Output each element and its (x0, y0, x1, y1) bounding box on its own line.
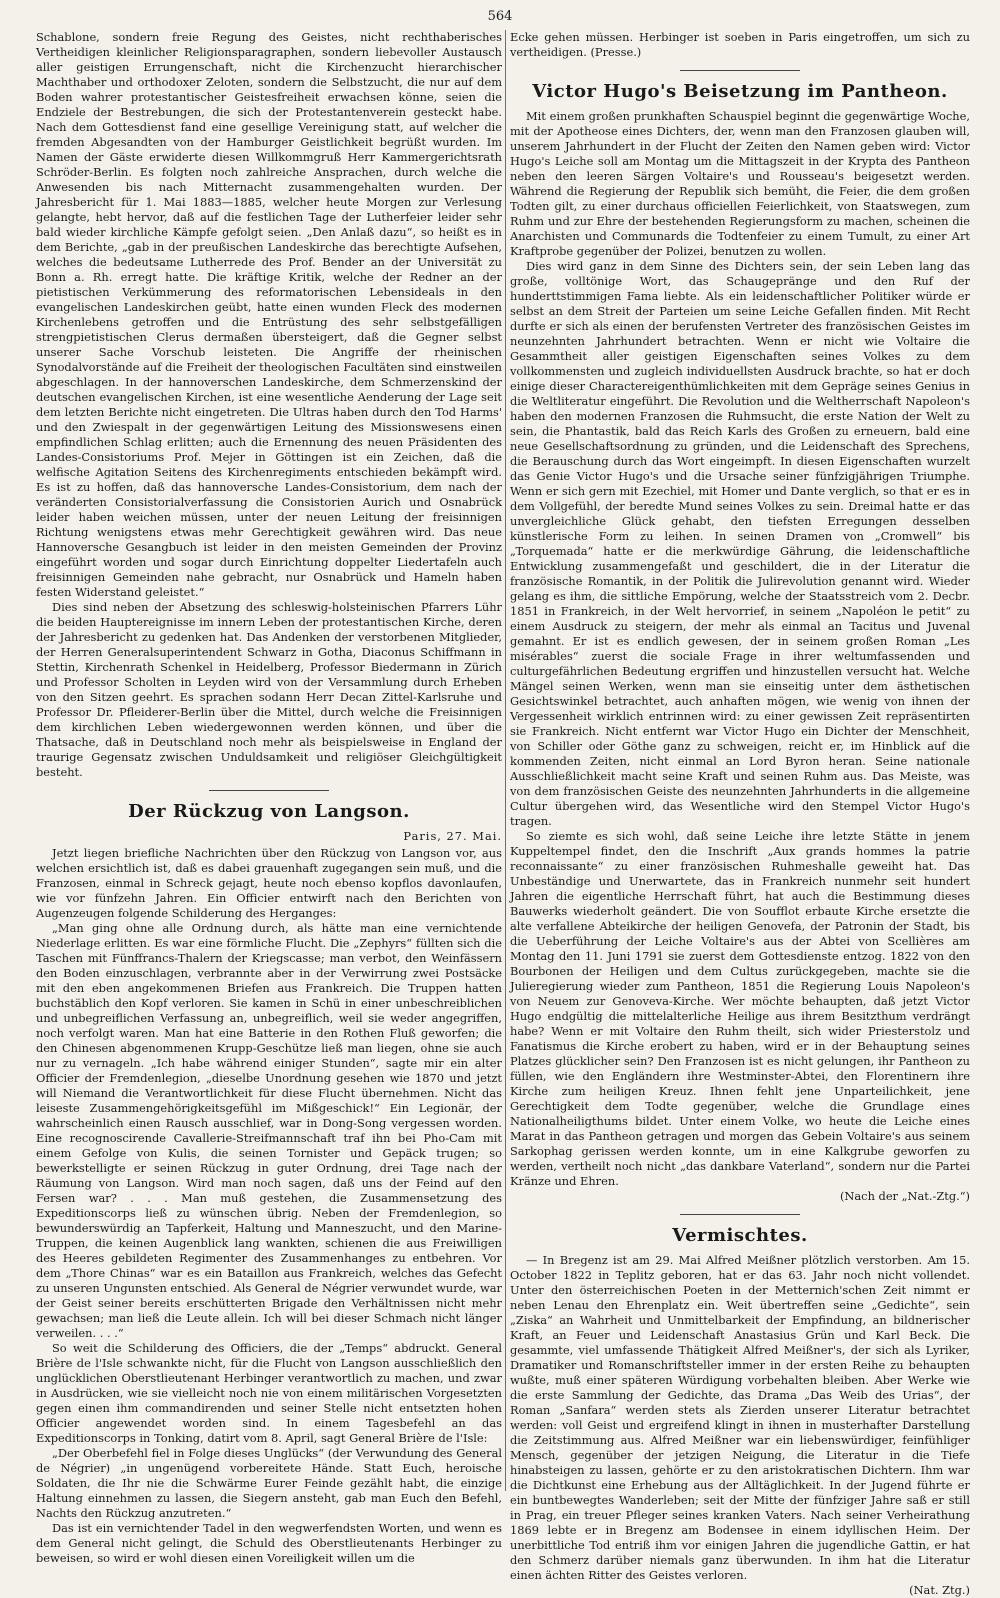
left-column (36, 30, 502, 1565)
left-intro-paragraph: Schablone, sondern freie Regung des Geistes, nicht rechthaberisches Vertheidigen kleinlicher Religionsparagraphen, sondern liebevoller Austausch aller geistigen Errungenschaft, nicht die Kirchenzucht hierarchischer Machthaber und orthodoxer Zeloten, sondern die Selbstzucht, die nur auf dem Boden wahrer protestantischer Geistesfreiheit erwachsen könne, seien die Endziele der Bestrebungen, die sich der Protestantenverein gesteckt habe. Nach dem Gottesdienst fand eine gesellige Vereinigung statt, auf welcher die fremden Abgesandten von der Hamburger Geistlichkeit begrüßt wurden. Im Namen der Gäste erwiderte diesen Willkommgruß Herr Kammergerichtsrath Schröder-Berlin. Es folgten noch zahlreiche Ansprachen, durch welche die Anwesenden bis nach Mitternacht zusammengehalten wurden. Der Jahresbericht für 1. Mai 1883—1885, welcher heute Morgen zur Verlesung gelangte, hebt hervor, daß auf die festlichen Tage der Lutherfeier leider sehr bald wieder kirchliche Kämpfe gefolgt seien. „Den Anlaß dazu“, so heißt es in dem Berichte, „gab in der preußischen Landeskirche das berechtigte Aufsehen, welches die bedeutsame Lutherrede des Prof. Bender an der Universität zu Bonn a. Rh. erregt hatte. Die kräftige Kritik, welche der Redner an der pietistischen Verkümmerung des reformatorischen Lebensideals in den evangelischen Landeskirchen geübt, hatte einen wunden Fleck des modernen Kirchenlebens getroffen und die Entrüstung des sehr selbstgefälligen strengpietistischen Clerus dermaßen übersteigert, daß die Gegner selbst unserer Sache Vorschub leisteten. Die Angriffe der rheinischen Synodalvorstände auf die Freiheit der theologischen Facultäten sind einstweilen abgeschlagen. In der hannoverschen Landeskirche, dem Schmerzenskind der deutschen evangelischen Kirchen, ist eine wesentliche Aenderung der Lage seit dem letzten Berichte nicht eingetreten. Die Ultras haben durch den Tod Harms' und den Zwiespalt in der gegenwärtigen Leitung des Missionswesens einen empfindlichen Schlag erlitten; auch die Ernennung des neuen Präsidenten des Landes-Consistoriums Prof. Mejer in Göttingen ist ein Zeichen, daß die welfische Agitation Seitens des Kirchenregiments entschieden bekämpft wird. Es ist zu hoffen, daß das hannoversche Landes-Consistorium, dem nach der veränderten Consistorialverfassung die Consistorien Aurich und Osnabrück leider haben weichen müssen, unter der neuen Leitung der freisinnigen Richtung wenigstens etwas mehr Gerechtigkeit gewähren wird. Das neue Hannoversche Gesangbuch ist leider in den meisten Gemeinden der Provinz eingeführt worden und sogar durch Einrichtung doppelter Liedertafeln auch freisinnigen Gemeinden nahe gebracht, nur Osnabrück und Hameln haben festen Widerstand geleistet.“ (36, 30, 502, 599)
hugo-paragraph-2: Dies wird ganz in dem Sinne des Dichters sein, der sein Leben lang das große, volltönige Wort, das Schaugepränge und den Ruf der hunderttstimmigen Fama liebte. Als ein leidenschaftlicher Politiker würde er selbst an dem Streit der Parteien um seine Leiche Gefallen finden. Mit Recht durfte er sich als einen der berufensten Vertreter des französischen Geistes im neunzehnten Jahrhundert betrachten. Wenn er nicht wie Voltaire die Gesammtheit aller geistigen Eigenschaften seines Volkes zu dem vollkommensten und zugleich individuellsten Ausdruck brachte, so hat er doch einige dieser Charactereigenthümlichkeiten mit dem Gepräge seines Genius in die Weltliteratur eingeführt. Die Revolution und die Weltherrschaft Napoleon's haben den modernen Franzosen die Ruhmsucht, die erste Nation der Welt zu sein, die Phantastik, bald das Reich Karls des Großen zu erneuern, bald eine neue Gesellschaftsordnung zu gründen, und die Leidenschaft des Sprechens, die Berauschung durch das Wort eingeimpft. In diesen Eigenschaften wurzelt das Genie Victor Hugo's und die Ursache seiner fünfzigjährigen Triumphe. Wenn er sich gern mit Ezechiel, mit Homer und Dante verglich, so that er es in dem Vollgefühl, der beredte Mund seines Volkes zu sein. Dreimal hatte er das unvergleichliche Glück gehabt, den tiefsten Erregungen desselben künstlerische Form zu leihen. In seinen Dramen von „Cromwell“ bis „Torquemada“ hatte er die merkwürdige Gährung, die leidenschaftliche Entwicklung zusammengefaßt und geschildert, die in der Literatur die französische Romantik, in der Politik die Julirevolution genannt wird. Wieder gelang es ihm, die sittliche Empörung, welche der Staatsstreich vom 2. Decbr. 1851 in Frankreich, in der Welt hervorrief, in seinem „Napoléon le petit“ zu einem Ausdruck zu steigern, der mehr als einmal an Tacitus und Juvenal gemahnt. Er ist es endlich gewesen, der in seinem großen Roman „Les misérables“ zuerst die sociale Frage in ihrer weltumfassenden und culturgefährlichen Bedeutung ergriffen und hinzustellen versucht hat. Welche Mängel seinen Werken, wenn man sie einseitig unter dem ästhetischen Gesichtswinkel betrachtet, auch anhaften mögen, wie wenig von ihnen der Vergessenheit wirklich entrinnen wird: zu einer gewissen Zeit repräsentirten sie Frankreich. Nicht entfernt war Victor Hugo ein Dichter der Menschheit, von Schiller oder Göthe ganz zu schweigen, reicht er, im Hinblick auf die kommenden Zeiten, nicht einmal an Lord Byron heran. Seine nationale Ausschließlichkeit macht seine Kraft und seinen Ruhm aus. Das Meiste, was von dem französischen Geiste des neunzehnten Jahrhunderts in die allgemeine Cultur übergehen wird, das Wesentliche wird den Stempel Victor Hugo's tragen. (510, 259, 970, 828)
section-separator (680, 70, 800, 71)
langson-paragraph-4: „Der Oberbefehl fiel in Folge dieses Unglücks“ (der Verwundung des General de Négrier) „in ungenügend vorbereitete Hände. Statt Euch, heroische Soldaten, die Ihr nie die Schwärme Eurer Feinde gezählt habt, die einzige Haltung einnehmen zu lassen, die Siegern ansteht, gab man Euch den Befehl, Nachts den Rückzug anzutreten.“ (36, 1446, 502, 1520)
page-number: 564 (487, 9, 513, 24)
misc-source: (Nat. Ztg.) (909, 1583, 970, 1597)
langson-paragraph-2: „Man ging ohne alle Ordnung durch, als hätte man eine vernichtende Niederlage erlitten. Es war eine förmliche Flucht. Die „Zephyrs“ füllten sich die Taschen mit Fünffrancs-Thalern der Kriegscasse; man verbot, den Weinfässern den Boden einzuschlagen, verbrannte aber in der Verwirrung zwei Postsäcke mit den eben angekommenen Briefen aus Frankreich. Die Truppen hatten buchstäblich den Kopf verloren. Sie kamen in Schü in einer unbeschreiblichen und unbegreiflichen Verfassung an, unbegreiflich, weil sie weder angegriffen, noch verfolgt waren. Man hat eine Batterie in den Rothen Fluß geworfen; die den Chinesen abgenommenen Krupp-Geschütze ließ man liegen, ohne sie auch nur zu vernageln. „Ich habe während einiger Stunden“, sagte mir ein alter Officier der Fremdenlegion, „dieselbe Unordnung gesehen wie 1870 und jetzt will Niemand die Verantwortlichkeit für diese Flucht übernehmen. Nicht das leiseste Zusammengehörigkeitsgefühl im Mißgeschick!“ Ein Legionär, der wahrscheinlich einen Rausch ausschlief, war in Dong-Song vergessen worden. Eine recognoscirende Cavallerie-Streifmannschaft traf ihn bei Pho-Cam mit einem Gefolge von Kulis, die seinen Tornister und Gepäck trugen; so bewerkstelligte er seinen Rückzug in guter Ordnung, drei Tage nach der Räumung von Langson. Wird man noch sagen, daß uns der Feind auf den Fersen war? . . . Man muß gestehen, die Zusammensetzung des Expeditionscorps ließ zu wünschen übrig. Neben der Fremdenlegion, so bewunderswürdig an Tapferkeit, Haltung und Manneszucht, und den Marine-Truppen, die keinen Augenblick lang wankten, schienen die aus Freiwilligen des Heeres gebildeten Regimenter des Zusammenhanges zu entbehren. Vor dem „Thore Chinas“ war es ein Bataillon aus Frankreich, welches das Gefecht zu unseren Ungunsten entschied. Als General de Négrier verwundet wurde, war der Geist seiner bereits erschütterten Brigade den Verhältnissen nicht mehr gewachsen; man ließ die Leute allein. Ich will bei dieser Schmach nicht länger verweilen. . . .“ (36, 921, 502, 1340)
left-paragraph-2: Dies sind neben der Absetzung des schleswig-holsteinischen Pfarrers Lühr die beiden Hauptereignisse im innern Leben der protestantischen Kirche, deren der Jahresbericht zu gedenken hat. Das Andenken der verstorbenen Mitglieder, der Herren Generalsuperintendent Schwarz in Gotha, Diaconus Schiffmann in Stettin, Kirchenrath Schenkel in Heidelberg, Professor Biedermann in Zürich und Professor Scholten in Leyden wird von der Versammlung durch Erheben von den Sitzen geehrt. Es sprachen sodann Herr Decan Zittel-Karlsruhe und Professor Dr. Pfleiderer-Berlin über die Mittel, durch welche die Freisinnigen dem kirchlichen Leben wiedergewonnen werden können, und über die Thatsache, daß in Deutschland noch mehr als beispielsweise in England der traurige Gegensatz zwischen Unduldsamkeit und religiöser Gleichgültigkeit besteht. (36, 600, 502, 779)
right-intro-paragraph: Ecke gehen müssen. Herbinger ist soeben in Paris eingetroffen, um sich zu vertheidigen. (Presse.) (510, 30, 970, 59)
article-title-langson: Der Rückzug von Langson. (128, 801, 410, 822)
langson-paragraph-5: Das ist ein vernichtender Tadel in den wegwerfendsten Worten, und wenn es dem General nicht gelingt, die Schuld des Oberstlieutenants Herbinger zu beweisen, so wird er wohl diesen einen Voreiligkeit willen um die (36, 1521, 502, 1565)
langson-paragraph-1: Jetzt liegen briefliche Nachrichten über den Rückzug von Langson vor, aus welchen ersichtlich ist, daß es dabei grauenhaft zugegangen sein muß, und die Franzosen, einmal in Schreck gejagt, heute noch ebenso kopflos davonlaufen, wie vor fünfzehn Jahren. Ein Officier entwirft nach den Berichten von Augenzeugen folgende Schilderung des Herganges: (36, 846, 502, 920)
section-separator (680, 1214, 800, 1215)
column-divider (505, 30, 506, 1491)
langson-paragraph-3: So weit die Schilderung des Officiers, die der „Temps“ abdruckt. General Brière de l'Isle schwankte nicht, für die Flucht von Langson ausschließlich den unglücklichen Oberstlieutenant Herbinger verantwortlich zu machen, und zwar in Ausdrücken, wie sie vielleicht noch nie von einem militärischen Vorgesetzten gegen einen ihm commandirenden und seiner Stelle nicht entsetzten hohen Officier angewendet worden sind. In einem Tagesbefehl an das Expeditionscorps in Tonking, datirt vom 8. April, sagt General Brière de l'Isle: (36, 1341, 502, 1445)
misc-paragraph-1: — In Bregenz ist am 29. Mai Alfred Meißner plötzlich verstorben. Am 15. October 1822 in Teplitz geboren, hat er das 63. Jahr noch nicht vollendet. Unter den österreichischen Poeten in der Metternich'schen Zeit nimmt er neben Lenau den Ehrenplatz ein. Weit übertreffen seine „Gedichte“, sein „Ziska“ an Wahrheit und Unmittelbarkeit der Empfindung, an bildnerischer Kraft, an Feuer und Leidenschaft Anastasius Grün und Karl Beck. Die gesammte, viel umfassende Thätigkeit Alfred Meißner's, der sich als Lyriker, Dramatiker und Romanschriftsteller immer in der ersten Reihe zu behaupten wußte, muß einer späteren Würdigung vorbehalten bleiben. Aber Werke wie die erste Sammlung der Gedichte, das Drama „Das Weib des Urias“, der Roman „Sanfara“ werden stets als Zierden unserer Literatur betrachtet werden: voll Geist und ergreifend klingt in ihnen in musterhafter Darstellung die Zeitstimmung aus. Alfred Meißner war ein liebenswürdiger, feinfühliger Mensch, gegenüber der jetzigen Neigung, die Literatur in die Tiefe hinabsteigen zu lassen, gehörte er zu den aristokratischen Dichtern. Ihm war die Dichtkunst eine Erhebung aus der Alltäglichkeit. In der Jugend führte er ein buntbewegtes Wanderleben; seit der Mitte der fünfziger Jahre saß er still in Prag, ein treuer Pfleger seines kranken Vaters. Nach seiner Verheirathung 1869 lebte er in Bregenz am Bodensee in einem idyllischen Heim. Der unerbittliche Tod entriß ihm vor einigen Jahren die jugendliche Gattin, er hat den Schmerz darüber niemals ganz überwunden. In ihm hat die Literatur einen ächten Ritter des Geistes verloren. (510, 1253, 970, 1582)
hugo-source: (Nach der „Nat.-Ztg.“) (839, 1189, 970, 1203)
right-column (510, 30, 970, 1597)
section-separator (209, 790, 329, 791)
hugo-paragraph-1: Mit einem großen prunkhaften Schauspiel beginnt die gegenwärtige Woche, mit der Apotheose eines Dichters, der, wenn man den Franzosen glauben will, unserem Jahrhundert in der Flucht der Zeiten den Namen geben wird: Victor Hugo's Leiche soll am Montag um die Mittagszeit in der Krypta des Pantheon neben den leeren Särgen Voltaire's und Rousseau's beigesetzt werden. Während die Regierung der Republik sich bemüht, die Feier, die dem großen Todten gilt, zu einer durchaus officiellen Feierlichkeit, von Staatswegen, zum Ruhm und zur Ehre der bestehenden Regierungsform zu machen, scheinen die Anarchisten und Communards die Todtenfeier zu einem Tumult, zu einer Art Kraftprobe gegenüber der Polizei, benutzen zu wollen. (510, 109, 970, 258)
hugo-paragraph-3: So ziemte es sich wohl, daß seine Leiche ihre letzte Stätte in jenem Kuppeltempel findet, den die Inschrift „Aux grands hommes la patrie reconnaissante“ zu einer französischen Ruhmeshalle geweiht hat. Das Unbeständige und Unerwartete, das in Frankreich nunmehr seit hundert Jahren die eigentliche Herrschaft führt, hat auch die Bestimmung dieses Bauwerks wiederholt geändert. Die von Soufflot erbaute Kirche ersetzte die alte verfallene Abteikirche der heiligen Genovefa, der Patronin der Stadt, bis die Ueberführung der Leiche Voltaire's aus der Abtei von Scellières am Montag den 11. Juni 1791 sie zuerst dem Gottesdienste entzog. 1822 von den Bourbonen der Heiligen und dem Cultus zurückgegeben, machte sie die Julieregierung wieder zum Pantheon, 1851 die Regierung Louis Napoleon's von Neuem zur Genoveva-Kirche. Wer möchte behaupten, daß jetzt Victor Hugo endgültig die mittelalterliche Heilige aus ihrem Besitzthum verdrängt habe? Wenn er mit Voltaire den Ruhm theilt, sich wider Priesterstolz und Fanatismus die Kirche erobert zu haben, wird er in der Behauptung seines Platzes glücklicher sein? Den Franzosen ist es nicht gelungen, ihr Pantheon zu füllen, wie den Engländern ihre Westminster-Abtei, den Florentinern ihre Kirche zum heiligen Kreuz. Ihnen fehlt jene Unparteilichkeit, jene Gerechtigkeit dem Todte gegenüber, welche die Grundlage eines Nationalheiligthums bildet. Unter einem Volke, wo heute die Leiche eines Marat in das Pantheon getragen und morgen das Gebein Voltaire's aus seinem Sarkophag gerissen werden konnte, um in eine Kalkgrube geworfen zu werden, vertheilt noch nicht „das dankbare Vaterland“, sondern nur die Partei Kränze und Ehren. (510, 829, 970, 1188)
article-dateline: Paris, 27. Mai. (403, 829, 502, 843)
article-title-hugo: Victor Hugo's Beisetzung im Pantheon. (532, 81, 948, 102)
misc-title: Vermischtes. (672, 1225, 808, 1246)
